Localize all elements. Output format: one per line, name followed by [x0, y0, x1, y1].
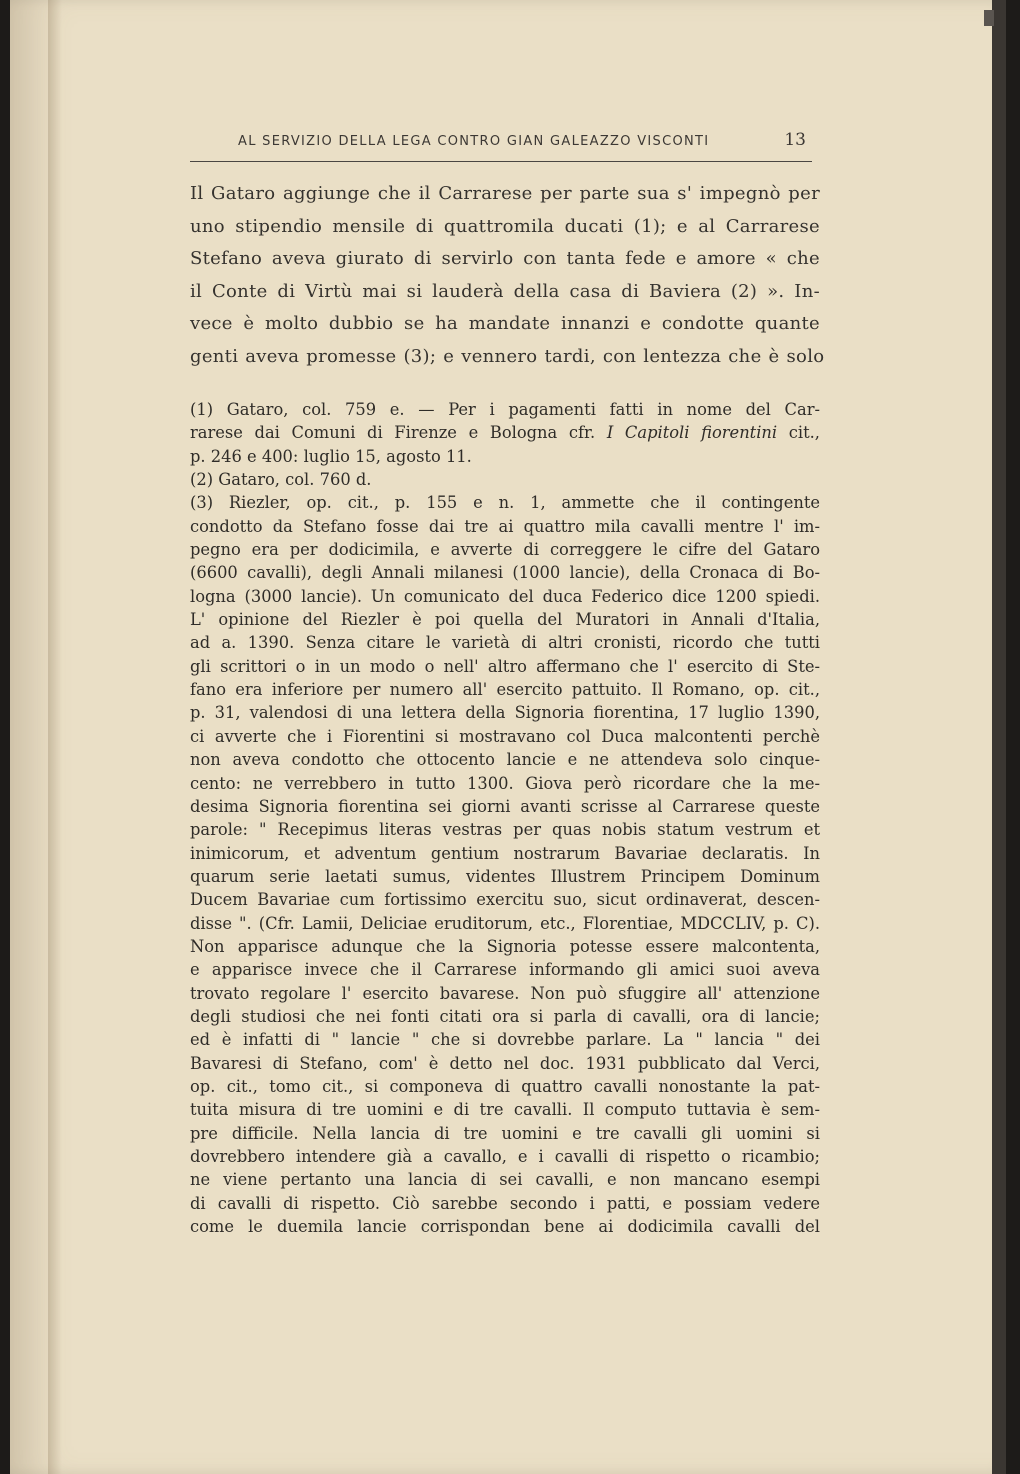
- footnote-line: disse ". (Cfr. Lamii, Deliciae eruditorum, etc., Florentiae, MDCCLIV, p. C).: [190, 913, 820, 933]
- body-line: uno stipendio mensile di quattromila ducati (1); e al Carrarese: [190, 215, 820, 237]
- footnote-line: rarese dai Comuni di Firenze e Bologna cfr. I Capitoli fiorentini cit.,: [190, 423, 820, 443]
- footnote-line: cento: ne verrebbero in tutto 1300. Giova però ricordare che la me-: [190, 773, 820, 793]
- footnote-line: L' opinione del Riezler è poi quella del Muratori in Annali d'Italia,: [190, 610, 820, 630]
- footnote-line: op. cit., tomo cit., si componeva di quattro cavalli nonostante la pat-: [190, 1076, 820, 1096]
- footnote-line: pre difficile. Nella lancia di tre uomini e tre cavalli gli uomini si: [190, 1123, 820, 1143]
- footnote-line: tuita misura di tre uomini e di tre cavalli. Il computo tuttavia è sem-: [190, 1100, 820, 1120]
- footnote-line: pegno era per dodicimila, e avverte di correggere le cifre del Gataro: [190, 540, 820, 560]
- footnote-line: gli scrittori o in un modo o nell' altro affermano che l' esercito di Ste-: [190, 656, 820, 676]
- footnote-line: Bavaresi di Stefano, com' è detto nel doc. 1931 pubblicato dal Verci,: [190, 1053, 820, 1073]
- body-line: Stefano aveva giurato di servirlo con tanta fede e amore « che: [190, 248, 820, 270]
- footnote-line: Non apparisce adunque che la Signoria potesse essere malcontenta,: [190, 936, 820, 956]
- footnote-line: quarum serie laetati sumus, videntes Illustrem Principem Dominum: [190, 866, 820, 886]
- footnote-line: (1) Gataro, col. 759 e. — Per i pagamenti fatti in nome del Car-: [190, 400, 820, 419]
- footnotes: [190, 398, 820, 1238]
- footnote-line: ci avverte che i Fiorentini si mostravano col Duca malcontenti perchè: [190, 726, 820, 746]
- footnote-line: ed è infatti di " lancie " che si dovrebbe parlare. La " lancia " dei: [190, 1030, 820, 1050]
- footnote-line: inimicorum, et adventum gentium nostrarum Bavariae declaratis. In: [190, 843, 820, 863]
- footnote-line: condotto da Stefano fosse dai tre ai quattro mila cavalli mentre l' im-: [190, 516, 820, 536]
- footnote-3: [190, 491, 820, 1238]
- footnote-line: ad a. 1390. Senza citare le varietà di altri cronisti, ricordo che tutti: [190, 633, 820, 653]
- footnote-line: parole: " Recepimus literas vestras per quas nobis statum vestrum et: [190, 820, 820, 840]
- body-line: vece è molto dubbio se ha mandate innanzi e condotte quante: [190, 313, 820, 335]
- body-line: Il Gataro aggiunge che il Carrarese per parte sua s' impegnò per: [190, 183, 820, 204]
- footnote-line: di cavalli di rispetto. Ciò sarebbe secondo i patti, e possiam vedere: [190, 1193, 820, 1213]
- body-line: il Conte di Virtù mai si lauderà della casa di Baviera (2) ». In-: [190, 280, 820, 302]
- body-line: genti aveva promesse (3); e vennero tardi, con lentezza che è solo: [190, 345, 825, 367]
- edge-mark: [984, 10, 994, 26]
- footnote-line: (6600 cavalli), degli Annali milanesi (1000 lancie), della Cronaca di Bo-: [190, 563, 820, 583]
- page-edge: [992, 0, 1006, 1474]
- running-header: [190, 130, 810, 154]
- header-rule: [190, 161, 812, 162]
- footnote-line: non aveva condotto che ottocento lancie e ne attendeva solo cinque-: [190, 750, 820, 770]
- footnote-line: (3) Riezler, op. cit., p. 155 e n. 1, ammette che il contingente: [190, 493, 820, 513]
- running-title: AL SERVIZIO DELLA LEGA CONTRO GIAN GALEAZZO VISCONTI: [238, 134, 710, 149]
- footnote-line: p. 31, valendosi di una lettera della Signoria fiorentina, 17 luglio 1390,: [190, 703, 820, 723]
- footnote-line: Ducem Bavariae cum fortissimo exercitu suo, sicut ordinaverat, descen-: [190, 890, 820, 910]
- body-text: [190, 178, 825, 374]
- footnote-line: (2) Gataro, col. 760 d.: [190, 470, 372, 490]
- footnote-line: degli studiosi che nei fonti citati ora si parla di cavalli, ora di lancie;: [190, 1006, 820, 1026]
- page-number: 13: [784, 130, 806, 150]
- footnote-2: [190, 468, 820, 491]
- footnote-line: ne viene pertanto una lancia di sei cavalli, e non mancano esempi: [190, 1170, 820, 1190]
- footnote-line: e apparisce invece che il Carrarese informando gli amici suoi aveva: [190, 960, 820, 980]
- footnote-line: logna (3000 lancie). Un comunicato del duca Federico dice 1200 spiedi.: [190, 586, 820, 606]
- page-gutter: [48, 0, 62, 1474]
- footnote-line: desima Signoria fiorentina sei giorni avanti scrisse al Carrarese queste: [190, 796, 820, 816]
- book-page: [10, 0, 1006, 1474]
- footnote-line: trovato regolare l' esercito bavarese. Non può sfuggire all' attenzione: [190, 983, 820, 1003]
- footnote-1: [190, 398, 820, 468]
- footnote-line: fano era inferiore per numero all' esercito pattuito. Il Romano, op. cit.,: [190, 680, 820, 700]
- footnote-line: p. 246 e 400: luglio 15, agosto 11.: [190, 446, 472, 466]
- footnote-line: dovrebbero intendere già a cavallo, e i cavalli di rispetto o ricambio;: [190, 1147, 820, 1166]
- footnote-line: come le duemila lancie corrispondan bene ai dodicimila cavalli del: [190, 1217, 820, 1237]
